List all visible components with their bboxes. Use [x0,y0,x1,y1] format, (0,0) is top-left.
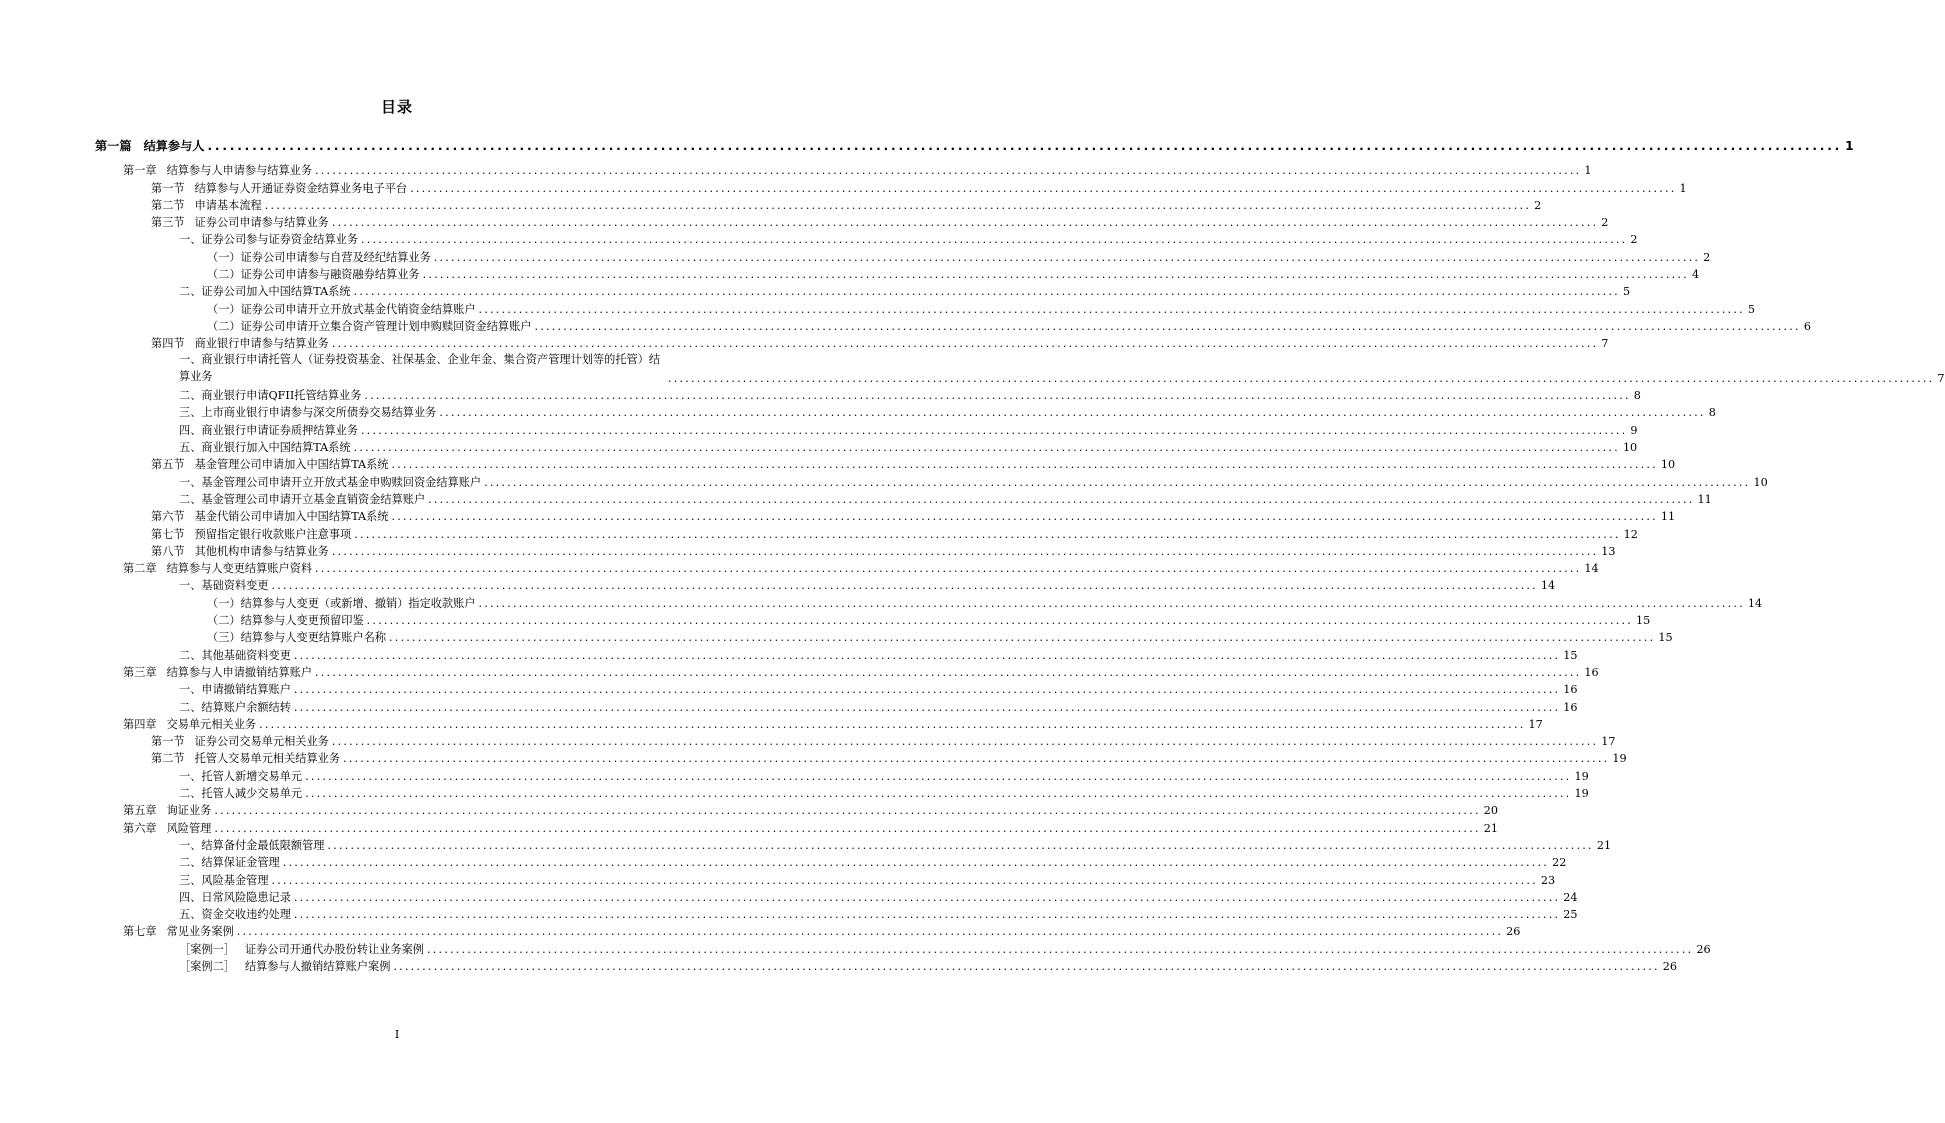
toc-entry-label [179,424,358,437]
toc-entry[interactable] [179,904,1578,922]
toc-entry[interactable] [179,887,1578,904]
toc-entry-label [179,683,291,696]
toc-entry-text: 三、风险基金管理 [179,873,269,887]
toc-leader-dots: ............................................................................................................................................................................................................................ [315,665,1582,679]
toc-entry-text: 证券公司申请参与结算业务 [194,216,329,230]
toc-entry[interactable] [123,714,1543,731]
toc-entry-label [151,528,351,541]
toc-entry-label [123,562,312,575]
toc-entry-label [179,406,436,419]
toc-entry-number: 第七节 [151,527,185,541]
toc-leader-dots: ............................................................................................................................................................................................................................ [364,389,1631,403]
toc-entry-page: 14 [1747,596,1763,610]
toc-entry-page: 11 [1660,510,1676,524]
toc-entry[interactable] [179,766,1589,783]
toc-entry-label [179,493,425,506]
toc-leader-dots: ............................................................................................................................................................................................................................ [534,319,1801,333]
toc-entry-label [179,233,358,246]
toc-entry-label [179,891,291,904]
toc-entry-page: 17 [1528,717,1543,731]
toc-entry-page: 14 [1540,579,1556,593]
toc-entry[interactable] [179,939,1711,956]
toc-entry-label [123,718,256,731]
toc-entry[interactable] [207,627,1673,645]
toc-entry[interactable] [179,679,1578,697]
toc-entry-text: 证券公司开通代办股份转让业务案例 [244,942,424,956]
toc-entry-page: 8 [1708,406,1716,420]
toc-entry-text: 一、托管人新增交易单元 [179,769,303,783]
toc-entry[interactable] [151,178,1687,195]
toc-leader-dots: ............................................................................................................................................................................................................................ [426,942,1694,956]
toc-entry-text: 结算参与人申请撤销结算账户 [166,665,313,679]
toc-entry[interactable] [151,212,1609,230]
toc-entry[interactable] [179,351,1945,385]
toc-entry[interactable] [179,489,1712,506]
toc-entry-text: 基金管理公司申请加入中国结算TA系统 [194,458,389,472]
toc-leader-dots: ............................................................................................................................................................................................................................ [305,787,1572,800]
toc-entry-page: 22 [1552,856,1567,870]
toc-leader-dots: ............................................................................................................................................................................................................................ [393,960,1660,973]
toc-entry[interactable] [179,835,1612,852]
toc-leader-dots: ............................................................................................................................................................................................................................ [668,371,1935,385]
toc-entry[interactable] [179,575,1556,593]
toc-entry-text: 五、资金交收违约处理 [179,908,291,922]
toc-entry[interactable] [151,506,1676,524]
toc-entry-page: 10 [1622,441,1638,454]
toc-entry-label [123,804,211,817]
toc-entry[interactable] [179,229,1638,247]
toc-entry-number: 第六节 [151,510,185,524]
toc-entry-text: 证券公司交易单元相关业务 [194,735,329,749]
page-number: I [394,1028,400,1041]
toc-leader-dots: ............................................................................................................................................................................................................................ [331,544,1599,558]
toc-entry-page: 16 [1584,665,1599,679]
toc-leader-dots: ............................................................................................................................................................................................................................ [366,614,1634,627]
toc-entry-page: 16 [1563,700,1578,714]
toc-entry-page: 26 [1506,925,1521,939]
toc-entry-label [179,701,291,714]
toc-entry-label [207,268,420,281]
toc-entry[interactable] [123,800,1498,818]
toc-entry[interactable] [151,541,1616,558]
toc-entry-text: 其他机构申请参与结算业务 [194,544,329,558]
toc-leader-dots: ............................................................................................................................................................................................................................ [484,475,1751,489]
toc-leader-dots: ............................................................................................................................................................................................................................ [293,648,1561,662]
toc-entry-page: 21 [1596,838,1612,852]
toc-entry-page: 19 [1574,769,1589,783]
toc-entry-page: 8 [1633,389,1641,403]
toc-entry-page: 23 [1540,873,1556,887]
toc-entry-text: 基金代销公司申请加入中国结算TA系统 [194,510,389,524]
toc-leader-dots: ............................................................................................................................................................................................................................ [293,700,1561,714]
toc-entry[interactable] [179,281,1631,299]
toc-entry-page: 2 [1630,233,1638,247]
toc-leader-dots: ............................................................................................................................................................................................................................ [343,752,1610,766]
toc-entry-text: 一、基金管理公司申请开立开放式基金申购赎回资金结算账户 [179,475,482,489]
toc-entry[interactable] [207,264,1700,281]
toc-leader-dots: ............................................................................................................................................................................................................................ [236,925,1504,939]
toc-entry-text: （一）结算参与人变更（或新增、撤销）指定收款账户 [207,596,476,610]
toc-entry-page: 9 [1630,423,1638,437]
toc-entry-label [151,545,329,558]
toc-entry-page: 14 [1584,562,1599,576]
toc-entry-label [179,908,291,921]
toc-entry-label [207,597,476,610]
toc-leader-dots: ............................................................................................................................................................................................................................ [389,631,1656,645]
toc-leader-dots: ............................................................................................................................................................................................................................ [214,804,1481,818]
toc-leader-dots: ............................................................................................................................................................................................................................ [259,717,1526,731]
toc-entry-page: 2 [1601,216,1609,230]
toc-entry-page: 24 [1563,890,1578,904]
toc-entry[interactable] [151,454,1676,472]
toc-entry-page: 11 [1697,492,1712,506]
toc-entry-page: 10 [1753,475,1768,489]
toc-entry-label [179,351,665,385]
toc-entry[interactable] [207,610,1651,627]
toc-entry-page: 5 [1622,285,1631,299]
toc-entry-text: 二、结算账户余额结转 [179,700,291,714]
toc-entry-page: 10 [1660,458,1676,472]
toc-leader-dots: ............................................................................................................................................................................................................................ [264,198,1532,212]
toc-entry[interactable] [207,316,1811,333]
toc-leader-dots: ............................................................................................................................................................................................................................ [391,510,1658,524]
toc-entry[interactable] [123,160,1592,178]
toc-entry-text: 二、托管人减少交易单元 [179,787,303,800]
toc-entry-text: （一）证券公司申请参与自营及经纪结算业务 [207,250,431,264]
toc-entry-page: 21 [1483,821,1498,835]
toc-entry[interactable] [123,818,1498,835]
toc-entry-text: 二、证券公司加入中国结算TA系统 [179,285,351,299]
toc-entry[interactable] [179,697,1578,714]
toc-leader-dots: ............................................................................................................................................................................................................................ [315,562,1582,576]
toc-entry-number: ［案例二］ [179,960,235,973]
toc-entry-text: 申请基本流程 [194,198,262,212]
toc-entry-number: 第五章 [123,804,157,818]
toc-entry-number: 第六章 [123,821,157,835]
toc-entry-label [179,770,302,783]
toc-entry-text: 结算参与人撤销结算账户案例 [244,960,391,973]
toc-leader-dots: ............................................................................................................................................................................................................................ [354,527,1621,541]
toc-entry-number: 第一章 [123,164,157,178]
toc-entry-label [151,182,407,195]
toc-entry-page: 17 [1601,735,1616,749]
toc-entry[interactable] [179,852,1567,870]
toc-leader-dots: ............................................................................................................................................................................................................................ [391,458,1658,472]
toc-entry-number: 第二节 [151,752,185,766]
toc-entry-label [207,614,364,627]
toc-entry-number: 第一节 [151,735,185,749]
toc-entry-page: 26 [1662,960,1678,973]
toc-entry-text: 常见业务案例 [166,925,234,939]
toc-entry-text: 询证业务 [166,804,212,818]
toc-entry-number: 第五节 [151,458,185,472]
toc-leader-dots: ............................................................................................................................................................................................................................ [478,596,1745,610]
toc-entry-number: 第三节 [151,216,185,230]
toc-entry-label [179,874,269,887]
toc-entry-label [151,216,329,229]
toc-entry-page: 25 [1563,908,1578,922]
toc-entry-page: 7 [1601,337,1609,351]
toc-entry[interactable] [151,731,1616,749]
toc-entry-page: 19 [1612,752,1627,766]
toc-entry-text: 预留指定银行收款账户注意事项 [194,527,352,541]
toc-entry-text: 三、上市商业银行申请参与深交所债券交易结算业务 [179,406,437,420]
toc-entry[interactable] [207,593,1763,610]
toc-entry[interactable] [151,524,1638,541]
toc-entry-text: （二）证券公司申请参与融资融券结算业务 [207,268,420,281]
toc-leader-dots: ............................................................................................................................................................................................................................ [214,821,1481,835]
toc-entry-text: 一、结算备付金最低限额管理 [179,838,325,852]
toc-entry-page: 1 [1584,164,1592,178]
toc-entry-label [123,164,312,177]
toc-leader-dots: ............................................................................................................................................................................................................................ [433,250,1701,264]
toc-entry-label [123,822,211,835]
toc-entry-label [179,856,280,869]
toc-entry-text: 五、商业银行加入中国结算TA系统 [179,441,351,454]
toc-entry-page: 20 [1483,804,1498,818]
toc-leader-dots: ............................................................................................................................................................................................................................ [353,441,1620,454]
toc-entry-label [179,960,390,973]
toc-entry-number: 第二章 [123,562,157,576]
toc-entry[interactable] [179,783,1589,800]
toc-entry-page: 6 [1803,319,1811,333]
toc-entry-page: 16 [1563,683,1578,697]
toc-entry-label [151,510,389,523]
toc-entry-label [179,285,351,298]
toc-leader-dots: ............................................................................................................................................................................................................................ [331,337,1599,351]
toc-entry[interactable] [179,472,1768,489]
toc-entry-text: 结算参与人 [143,139,205,153]
toc-entry-label [179,943,424,956]
toc-leader-dots: ............................................................................................................................................................................................................................ [271,579,1538,593]
toc-entry[interactable] [179,870,1556,887]
toc-entry-label [151,735,329,748]
toc-entry-number: 第四节 [151,337,185,351]
toc-entry[interactable] [207,247,1711,264]
toc-entry-page: 15 [1658,631,1673,645]
toc-entry-page: 15 [1636,614,1651,627]
toc-entry-page: 1 [1845,139,1854,153]
toc-entry-text: 四、商业银行申请证券质押结算业务 [179,423,359,437]
toc-entry[interactable] [179,437,1638,454]
toc-entry-label [151,752,340,765]
toc-entry-text: 二、商业银行申请QFII托管结算业务 [179,389,362,403]
toc-entry-text: 二、其他基础资料变更 [179,648,291,662]
toc-entry-page: 15 [1563,648,1578,662]
toc-leader-dots: ............................................................................................................................................................................................................................ [331,735,1599,749]
toc-leader-dots: ............................................................................................................................................................................................................................ [478,302,1745,316]
toc-leader-dots: ............................................................................................................................................................................................................................ [282,856,1550,870]
toc-entry-label [179,787,302,800]
toc-entry-text: （一）证券公司申请开立开放式基金代销资金结算账户 [207,302,476,316]
toc-entry-label [179,441,351,454]
toc-entry-label [123,925,234,938]
toc-entry-text: （二）结算参与人变更预留印鉴 [207,614,364,627]
toc-entry-page: 12 [1623,527,1638,541]
toc-entry[interactable] [123,558,1599,576]
toc-leader-dots: ............................................................................................................................................................................................................................ [293,908,1561,922]
toc-entry-text: 结算参与人开通证券资金结算业务电子平台 [194,181,408,195]
toc-entry-page: 4 [1691,268,1700,281]
toc-leader-dots: ............................................................................................................................................................................................................................ [305,769,1572,783]
toc-entry-label [179,476,481,489]
toc-entry-page: 26 [1696,942,1711,956]
toc-title: 目录 [380,98,413,116]
toc-entry-page: 5 [1747,302,1756,316]
toc-entry-number: 第八节 [151,544,185,558]
toc-leader-dots: ............................................................................................................................................................................................................................ [327,838,1594,852]
toc-leader-dots: ............................................................................................................................................................................................................................ [353,285,1620,299]
toc-entry[interactable] [179,645,1578,662]
toc-entry-text: 交易单元相关业务 [166,717,257,731]
toc-entry-label [207,320,531,333]
toc-leader-dots: ............................................................................................................................................................................................................................ [410,181,1677,195]
toc-entry-label [179,579,269,592]
toc-leader-dots: ............................................................................................................................................................................................................................ [293,683,1561,697]
toc-entry-number: ［案例一］ [179,942,235,956]
toc-entry-text: 一、基础资料变更 [179,579,269,593]
toc-entry-number: 第三章 [123,665,157,679]
toc-leader-dots: ............................................................................................................................................................................................................................ [293,890,1561,904]
toc-entry-label [179,839,324,852]
toc-entry[interactable] [179,420,1638,437]
toc-entry-label [123,666,312,679]
toc-entry[interactable] [179,956,1678,973]
toc-entry-text: 二、基金管理公司申请开立基金直销资金结算账户 [179,492,426,506]
toc-entry-page: 13 [1601,544,1616,558]
toc-entry-label [151,199,262,212]
toc-entry-text: 结算参与人申请参与结算业务 [166,164,313,178]
toc-entry[interactable] [151,333,1609,351]
toc-entry-number: 第四章 [123,717,157,731]
toc-entry[interactable] [123,921,1521,939]
toc-leader-dots: ............................................................................................................................................................................................................................ [271,873,1538,887]
toc-entry-page: 19 [1574,787,1589,800]
toc-entry[interactable] [179,402,1716,420]
toc-leader-dots: ............................................................................................................................................................................................................................ [428,492,1695,506]
toc-entry-text: 结算参与人变更结算账户资料 [166,562,313,576]
toc-entry-number: 第一篇 [95,139,132,153]
toc-entry[interactable] [151,195,1542,212]
toc-entry-label [207,631,386,644]
toc-leader-dots: ............................................................................................................................................................................................................................ [315,164,1582,178]
toc-entry[interactable] [151,748,1627,766]
toc-entry-label [95,140,205,153]
toc-entry-text: （二）证券公司申请开立集合资产管理计划申购赎回资金结算账户 [207,319,532,333]
toc-entry[interactable] [179,385,1641,403]
toc-leader-dots: ............................................................................................................................................................................................................................ [331,216,1599,230]
toc-entry-text: 托管人交易单元相关结算业务 [194,752,341,766]
toc-entry-text: （三）结算参与人变更结算账户名称 [207,631,387,645]
toc-entry-label [151,337,329,350]
toc-entry-label [207,303,476,316]
toc-entry-text: 一、证券公司参与证券资金结算业务 [179,233,359,247]
toc-entry-text: 一、申请撤销结算账户 [179,683,291,697]
toc-entry-page: 2 [1703,250,1711,264]
toc-leader-dots: ............................................................................................................................................................................................................................ [361,423,1628,437]
toc-leader-dots: ............................................................................................................................................................................................................................ [361,233,1628,247]
toc-entry[interactable] [95,136,1854,153]
toc-entry-text: 商业银行申请参与结算业务 [194,337,329,351]
toc-entry[interactable] [207,299,1756,316]
toc-entry[interactable] [123,662,1599,679]
toc-entry-number: 第七章 [123,925,157,939]
toc-entry-page: 2 [1534,198,1542,212]
toc-entry-number: 第一节 [151,181,185,195]
toc-leader-dots: ............................................................................................................................................................................................................................ [422,268,1689,281]
toc-leader-dots: ............................................................................................................................................................................................................................ [207,139,1843,153]
toc-entry-label [179,649,291,662]
toc-entry-page: 7 [1937,371,1945,385]
toc-entry-text: 四、日常风险隐患记录 [179,890,291,904]
toc-entry-page: 1 [1679,181,1687,195]
toc-entry-text: 二、结算保证金管理 [179,856,280,870]
toc-entry-label [151,458,389,471]
toc-entry-text: 风险管理 [166,821,212,835]
toc-entry-label [207,251,431,264]
toc-entry-number: 第二节 [151,198,185,212]
toc-leader-dots: ............................................................................................................................................................................................................................ [439,406,1706,420]
toc-entry-label [179,389,361,402]
toc-entry-text: 一、商业银行申请托管人（证券投资基金、社保基金、企业年金、集合资产管理计划等的托管）结算业务 [179,352,661,383]
